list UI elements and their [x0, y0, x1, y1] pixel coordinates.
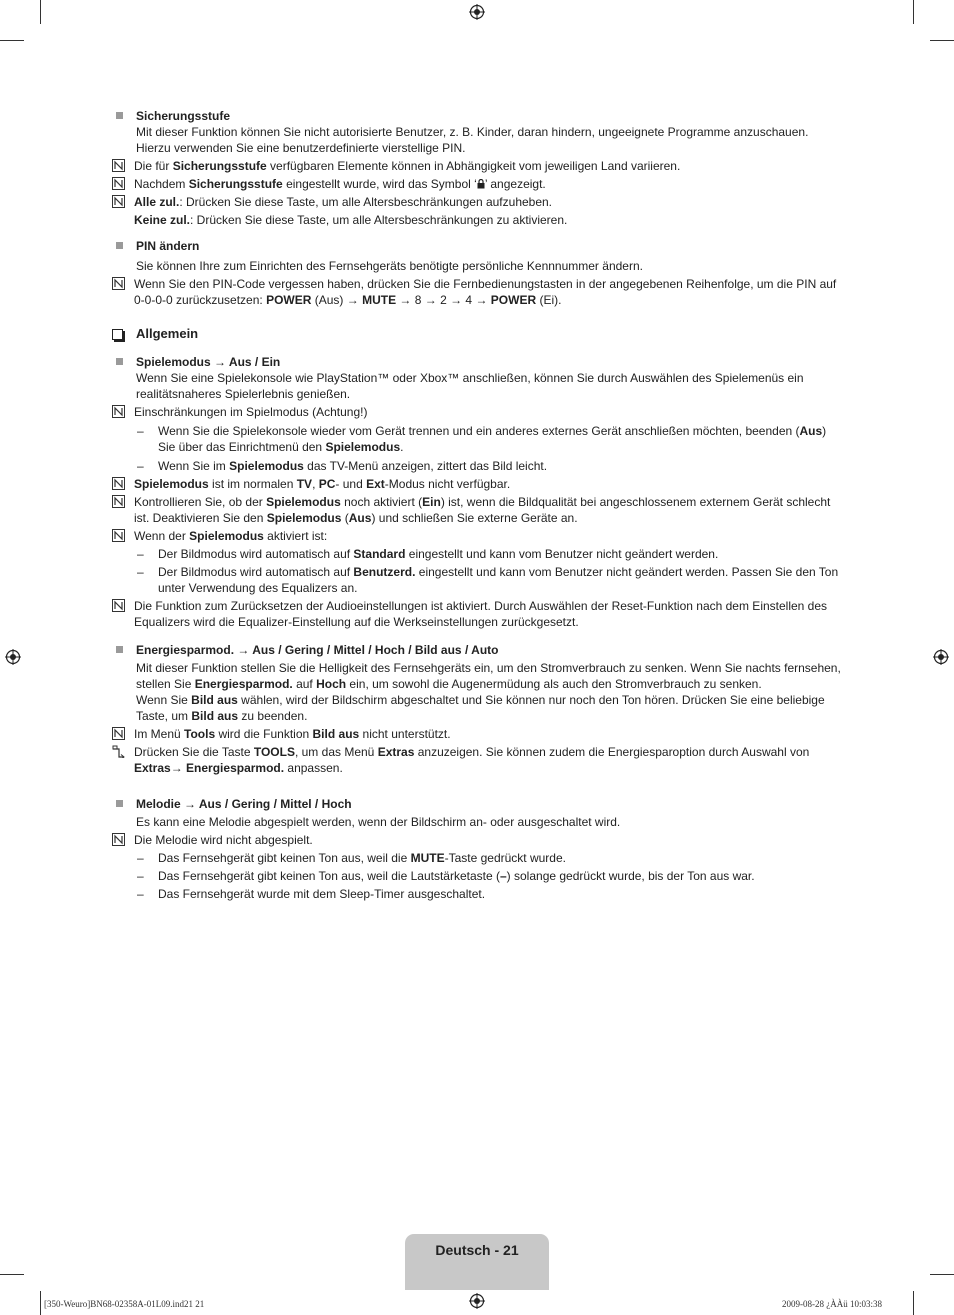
text-bold: Ext	[366, 477, 385, 491]
text: Im Menü	[134, 727, 185, 741]
text-bold: Spielemodus	[266, 511, 342, 525]
page-number: Deutsch - 21	[435, 1242, 519, 1258]
registration-mark-icon	[5, 649, 21, 665]
tools-icon	[112, 745, 125, 758]
note-icon	[112, 833, 125, 846]
text: anpassen.	[284, 761, 343, 775]
dash-item	[110, 868, 846, 884]
item-description	[136, 692, 846, 724]
item-energiesparmod	[110, 642, 846, 724]
text: zu beenden.	[238, 709, 308, 723]
text: wählen, wird der Bildschirm abgeschaltet und Sie können nur noch den Ton hören. Drücken Sie eine beliebige Taste, um	[136, 693, 825, 723]
text: eingestellt und kann vom Benutzer nicht geändert werden.	[405, 547, 719, 561]
note-icon	[112, 277, 125, 290]
text: (Aus) →	[311, 293, 363, 307]
text-bold: POWER	[266, 293, 312, 307]
text-bold: Spielemodus	[189, 529, 264, 543]
text: verfügbaren Elemente können in Abhängigkeit vom jeweiligen Land variieren.	[266, 159, 681, 173]
text-bold: Sicherungsstufe	[188, 177, 283, 191]
text-bold: PC	[318, 477, 336, 491]
text: .	[400, 440, 404, 454]
note	[110, 494, 846, 526]
dash-item	[110, 886, 846, 902]
text: (Ei).	[536, 293, 562, 307]
note	[110, 726, 846, 742]
text: →	[170, 761, 187, 775]
dash-item	[110, 850, 846, 866]
crop-mark	[913, 0, 914, 24]
note	[110, 598, 846, 630]
text-bold: Spielemodus	[134, 477, 209, 491]
note	[110, 832, 846, 848]
text-bold: Keine zul.	[134, 213, 191, 227]
dash-item	[110, 458, 846, 474]
note	[110, 404, 846, 420]
item-title: Energiesparmod. → Aus / Gering / Mittel / Hoch / Bild aus / Auto	[136, 643, 499, 657]
item-title: Melodie → Aus / Gering / Mittel / Hoch	[136, 797, 352, 811]
print-info-right: 2009-08-28 ¿ÀÀü 10:03:38	[782, 1299, 882, 1309]
print-info-left: [350-Weuro]BN68-02358A-01L09.ind21 21	[44, 1299, 205, 1309]
item-description: Wenn Sie eine Spielekonsole wie PlayStation™ oder Xbox™ anschließen, können Sie durch Auswählen des Spielemenüs ein realitätsnaheres Spielerlebnis genießen.	[136, 371, 804, 401]
note-icon	[112, 405, 125, 418]
item-description	[136, 660, 846, 692]
text-bold: –	[499, 869, 507, 883]
text: ist im normalen	[208, 477, 297, 491]
text-bold: MUTE	[410, 851, 445, 865]
lock-icon	[477, 179, 485, 189]
item-description: Sie können Ihre zum Einrichten des Fernsehgeräts benötigte persönliche Kennnummer ändern.	[136, 259, 643, 273]
text-bold: Energiesparmod.	[194, 677, 293, 691]
note-icon	[112, 529, 125, 542]
text: Die Melodie wird nicht abgespielt.	[134, 833, 313, 847]
text-bold: Aus	[799, 424, 823, 438]
note	[110, 476, 846, 492]
text-bold: Spielemodus	[266, 495, 341, 509]
text: Der Bildmodus wird automatisch auf	[158, 547, 354, 561]
text-bold: Energiesparmod.	[186, 761, 285, 775]
dash-item	[110, 423, 846, 455]
crop-mark	[930, 40, 954, 41]
text-bold: TV	[296, 477, 313, 491]
note-icon	[112, 599, 125, 612]
text: -Taste gedrückt wurde.	[444, 851, 566, 865]
dash-item	[110, 564, 846, 596]
text-bold: Extras	[377, 745, 415, 759]
text: Wenn Sie den PIN-Code vergessen haben, drücken Sie die Fernbedienungstasten in der angegebenen Reihenfolge, um die PIN auf 0-0-0-0 zurückzusetzen:	[134, 277, 837, 307]
text-bold: Alle zul.	[134, 195, 180, 209]
text: , um das Menü	[294, 745, 378, 759]
text: Wenn Sie	[136, 693, 192, 707]
note-icon	[112, 159, 125, 172]
text: ) Sie über das Einrichtmenü den	[158, 424, 827, 454]
item-pin-aendern	[110, 238, 846, 274]
text-bold: Spielemodus	[229, 459, 304, 473]
note-icon	[112, 195, 125, 208]
text: eingestellt und kann vom Benutzer nicht geändert werden. Passen Sie den Ton unter Verwendung des Equalizers an.	[158, 565, 839, 595]
text: -Modus nicht verfügbar.	[384, 477, 511, 491]
text: Wenn der	[134, 529, 190, 543]
text: ) und schließen Sie externe Geräte an.	[371, 511, 578, 525]
section-heading-allgemein	[110, 326, 846, 342]
text: das TV-Menü anzeigen, zittert das Bild leicht.	[303, 459, 548, 473]
crop-mark	[0, 40, 24, 41]
note-icon	[112, 727, 125, 740]
text: Der Bildmodus wird automatisch auf	[158, 565, 354, 579]
crop-mark	[40, 1291, 41, 1315]
text-bold: Benutzerd.	[353, 565, 416, 579]
text: eingestellt wurde, wird das Symbol ‘	[282, 177, 477, 191]
text-bold: Spielemodus	[325, 440, 401, 454]
dash-item	[110, 546, 846, 562]
text-bold: Aus	[348, 511, 372, 525]
text-bold: Hoch	[316, 677, 347, 691]
item-title: PIN ändern	[136, 239, 200, 253]
text: → 8 → 2 → 4 →	[396, 293, 491, 307]
page-content	[110, 108, 846, 902]
note	[110, 744, 846, 776]
registration-mark-icon	[469, 1293, 485, 1309]
text: : Drücken Sie diese Taste, um alle Altersbeschränkungen zu aktivieren.	[190, 213, 568, 227]
text: Kontrollieren Sie, ob der	[134, 495, 267, 509]
note	[110, 158, 846, 174]
text: noch aktiviert (	[340, 495, 423, 509]
text: Das Fernsehgerät wurde mit dem Sleep-Timer ausgeschaltet.	[158, 887, 486, 901]
note-continuation	[110, 212, 846, 228]
text: Das Fernsehgerät gibt keinen Ton aus, weil die Lautstärketaste (	[158, 869, 500, 883]
text: Die für	[134, 159, 173, 173]
text-bold: Tools	[184, 727, 216, 741]
text: anzuzeigen. Sie können zudem die Energiesparoption durch Auswahl von	[414, 745, 810, 759]
text: aktiviert ist:	[263, 529, 328, 543]
text-bold: Standard	[353, 547, 406, 561]
text-bold: Bild aus	[191, 693, 238, 707]
crop-mark	[930, 1274, 954, 1275]
text: ein, um sowohl die Augenermüdung als auch den Stromverbrauch zu senken.	[346, 677, 762, 691]
text-bold: Extras	[134, 761, 171, 775]
text-bold: MUTE	[362, 293, 397, 307]
text: auf	[292, 677, 317, 691]
text-bold: Bild aus	[191, 709, 239, 723]
note	[110, 528, 846, 544]
item-melodie	[110, 796, 846, 830]
text: : Drücken Sie diese Taste, um alle Altersbeschränkungen aufzuheben.	[179, 195, 553, 209]
crop-mark	[913, 1291, 914, 1315]
crop-mark	[40, 0, 41, 24]
note	[110, 194, 846, 210]
text-bold: TOOLS	[253, 745, 295, 759]
crop-mark	[0, 1274, 24, 1275]
text-bold: Bild aus	[312, 727, 360, 741]
text: - und	[335, 477, 367, 491]
registration-mark-icon	[469, 4, 485, 20]
item-description: Mit dieser Funktion können Sie nicht autorisierte Benutzer, z. B. Kinder, daran hindern, ungeeignete Programme anzuschauen. Hierzu verwenden Sie eine benutzerdefinierte vierstellige PIN.	[136, 125, 809, 155]
text-bold: POWER	[490, 293, 537, 307]
text: nicht unterstützt.	[359, 727, 451, 741]
text-bold: Sicherungsstufe	[172, 159, 267, 173]
text: Wenn Sie im	[158, 459, 230, 473]
text: ,	[312, 477, 319, 491]
text: Drücken Sie die Taste	[134, 745, 254, 759]
text: Wenn Sie die Spielekonsole wieder vom Gerät trennen und ein anderes externes Gerät anschließen möchten, beenden (	[158, 424, 800, 438]
text: Nachdem	[134, 177, 189, 191]
note	[110, 176, 846, 192]
item-sicherungsstufe	[110, 108, 846, 156]
text: ) solange gedrückt wurde, bis der Ton aus war.	[506, 869, 755, 883]
text: Die Funktion zum Zurücksetzen der Audioeinstellungen ist aktiviert. Durch Auswählen der Reset-Funktion nach dem Einstellen des Equalizers wird die Equalizer-Einstellung auf die Werkseinstellungen zurückgesetzt.	[134, 599, 828, 629]
item-description: Es kann eine Melodie abgespielt werden, wenn der Bildschirm an- oder ausgeschaltet wird.	[136, 815, 621, 829]
note	[110, 276, 846, 308]
text-bold: Ein	[422, 495, 441, 509]
note-icon	[112, 495, 125, 508]
item-title: Spielemodus → Aus / Ein	[136, 355, 281, 369]
item-spielemodus	[110, 354, 846, 402]
item-title: Sicherungsstufe	[136, 109, 231, 123]
text: Mit dieser Funktion stellen Sie die Helligkeit des Fernsehgeräts ein, um den Stromverbrauch zu senken. Wenn Sie nachts fernsehen, stellen Sie	[136, 661, 841, 691]
text: Einschränkungen im Spielmodus (Achtung!)	[134, 405, 368, 419]
registration-mark-icon	[933, 649, 949, 665]
text: Das Fernsehgerät gibt keinen Ton aus, weil die	[158, 851, 411, 865]
text: (	[341, 511, 349, 525]
text: ’ angezeigt.	[484, 177, 546, 191]
checkbox-square-icon	[112, 329, 123, 340]
note-icon	[112, 177, 125, 190]
note-icon	[112, 477, 125, 490]
text: ) ist, wenn die Bildqualität bei angeschlossenem externem Gerät schlecht ist. Deaktivieren Sie den	[134, 495, 831, 525]
text: wird die Funktion	[215, 727, 313, 741]
section-title: Allgemein	[136, 326, 199, 341]
